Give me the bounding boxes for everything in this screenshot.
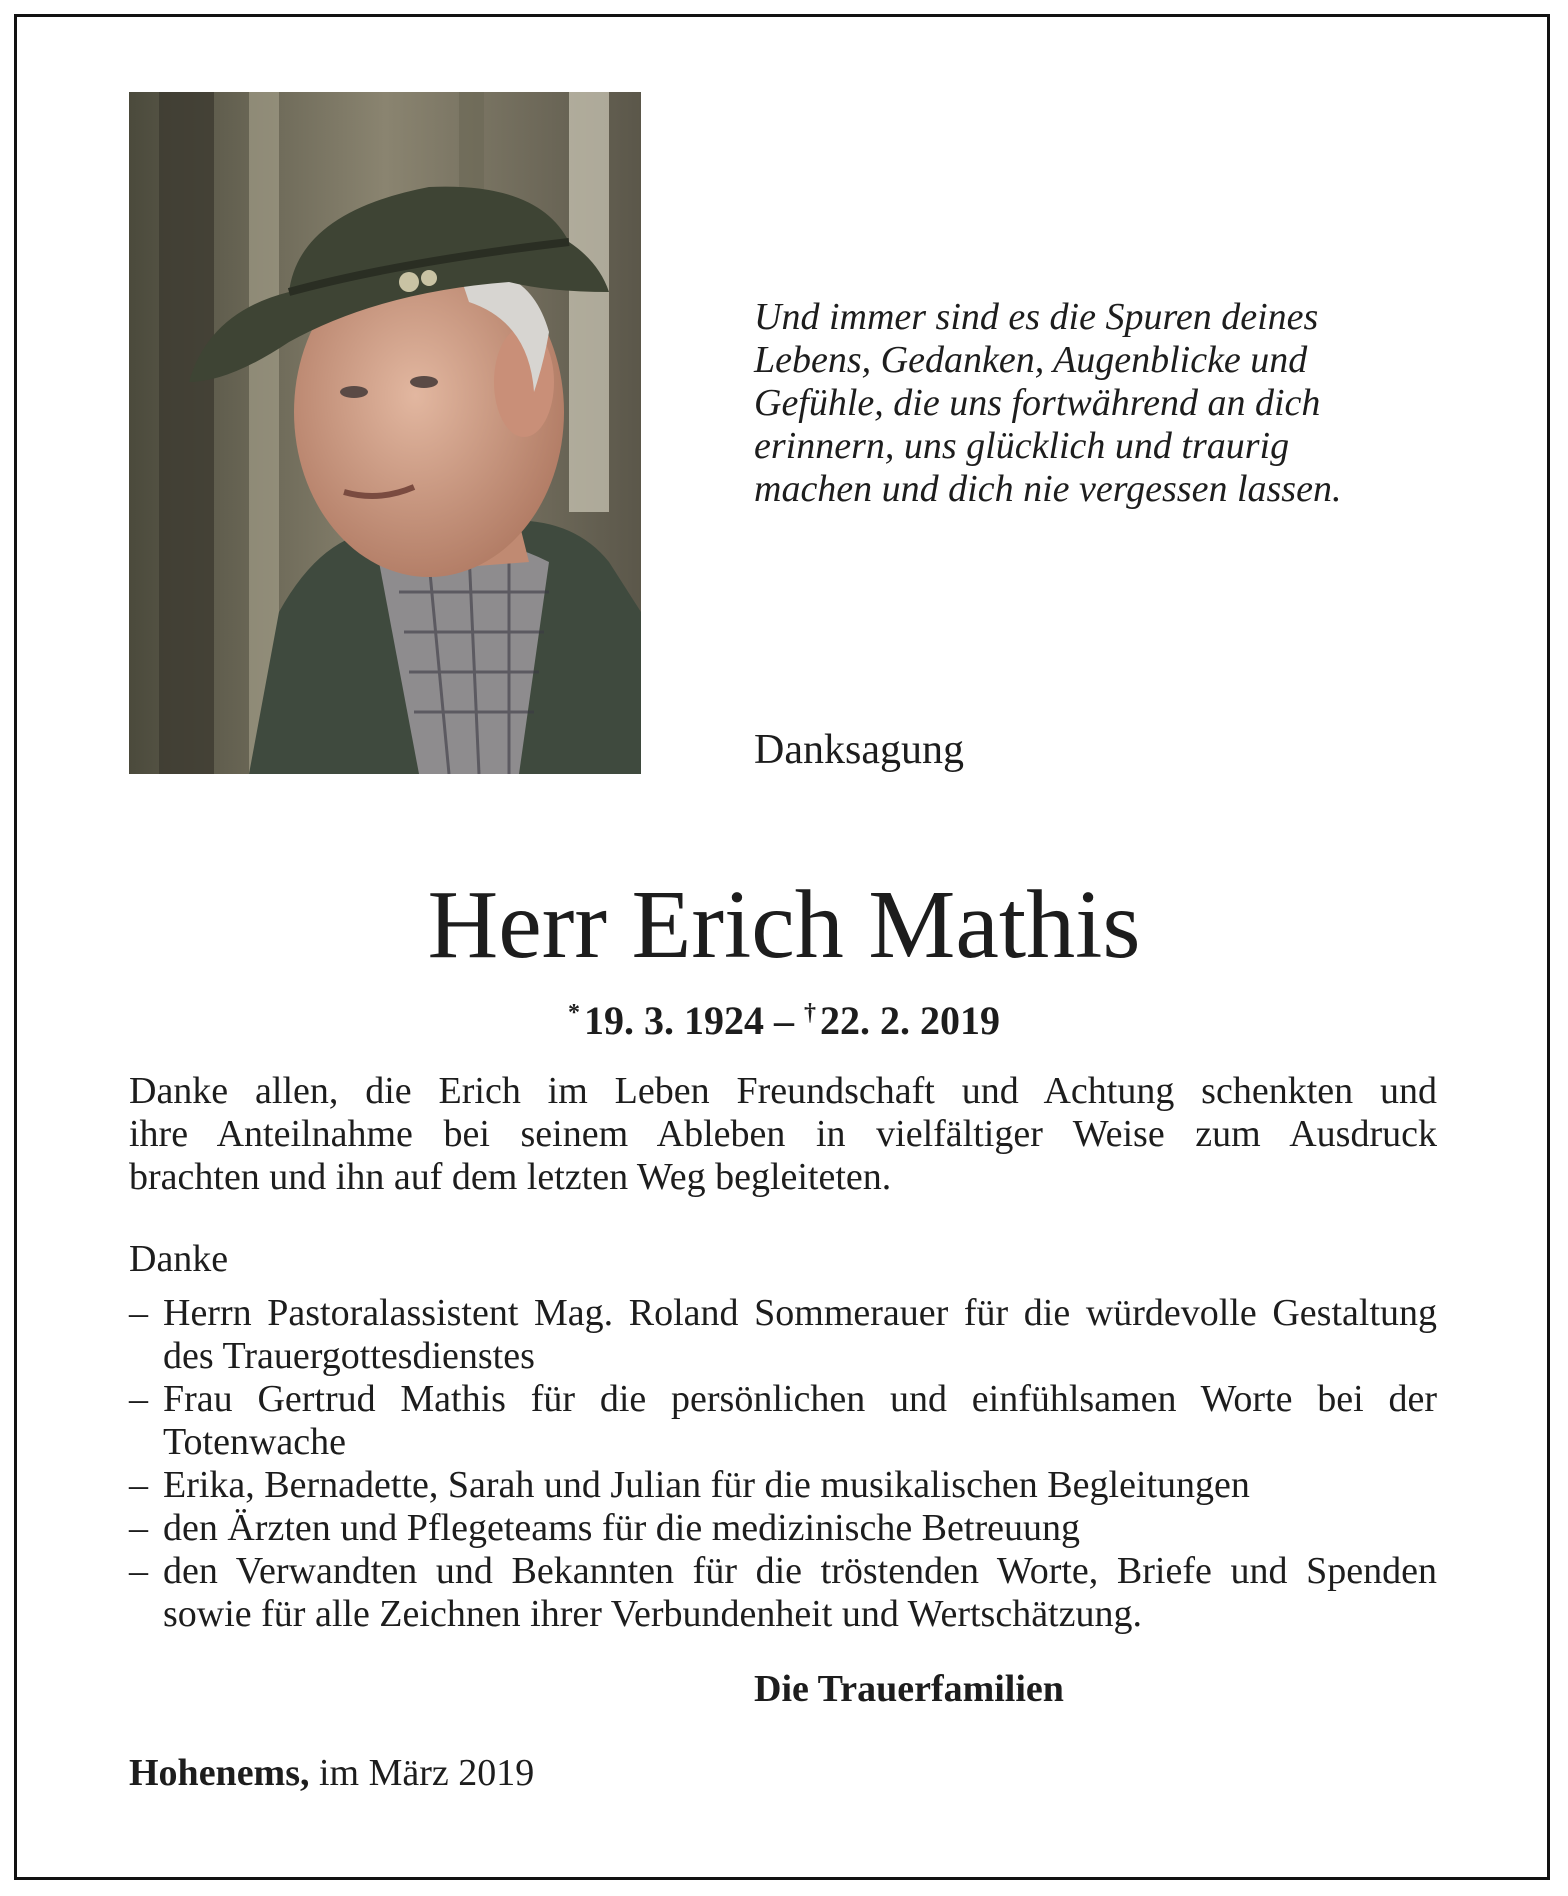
birth-date: 19. 3. 1924 (584, 998, 764, 1043)
memorial-quote (754, 296, 1454, 511)
quote-line: erinnern, uns glücklich und traurig (754, 425, 1290, 467)
intro-line: brachten und ihn auf dem letzten Weg begleiteten. (129, 1156, 892, 1198)
list-item: – Erika, Bernadette, Sarah und Julian für die musikalischen Begleitungen (129, 1464, 1437, 1507)
deceased-name: Herr Erich Mathis (427, 871, 1141, 979)
thanks-list (129, 1292, 1437, 1636)
list-item: – den Verwandten und Bekannten für die tröstenden Worte, Briefe und Spenden sowie für alle Zeichnen ihrer Verbundenheit und Wertschätzung. (129, 1550, 1437, 1636)
intro-paragraph (129, 1070, 1437, 1199)
quote-line: Lebens, Gedanken, Augenblicke und (754, 339, 1308, 381)
death-date: 22. 2. 2019 (820, 998, 1000, 1043)
quote-line: machen und dich nie vergessen lassen. (754, 468, 1342, 510)
danksagung-heading: Danksagung (754, 727, 964, 773)
date-separator: – (774, 998, 794, 1043)
quote-line: Und immer sind es die Spuren deines (754, 296, 1319, 338)
list-item: – den Ärzten und Pflegeteams für die medizinische Betreuung (129, 1507, 1437, 1550)
danke-label: Danke (129, 1238, 229, 1280)
place-town: Hohenems, (129, 1752, 310, 1794)
place-and-date (129, 1751, 534, 1795)
portrait-photo (129, 92, 641, 774)
intro-line: Danke allen, die Erich im Leben Freundschaft und Achtung schenkten und (129, 1070, 1437, 1112)
portrait-image (129, 92, 641, 774)
intro-line: ihre Anteilnahme bei seinem Ableben in vielfältiger Weise zum Ausdruck (129, 1113, 1437, 1155)
life-dates (0, 990, 1568, 1044)
signature: Die Trauerfamilien (754, 1668, 1064, 1710)
list-item: – Herrn Pastoralassistent Mag. Roland Sommerauer für die würdevolle Gestaltung des Trauergottesdienstes (129, 1292, 1437, 1378)
place-date: im März 2019 (319, 1752, 535, 1794)
birth-symbol: * (568, 1000, 580, 1026)
death-symbol: † (804, 1000, 816, 1026)
quote-line: Gefühle, die uns fortwährend an dich (754, 382, 1321, 424)
list-item: – Frau Gertrud Mathis für die persönlichen und einfühlsamen Worte bei der Totenwache (129, 1378, 1437, 1464)
